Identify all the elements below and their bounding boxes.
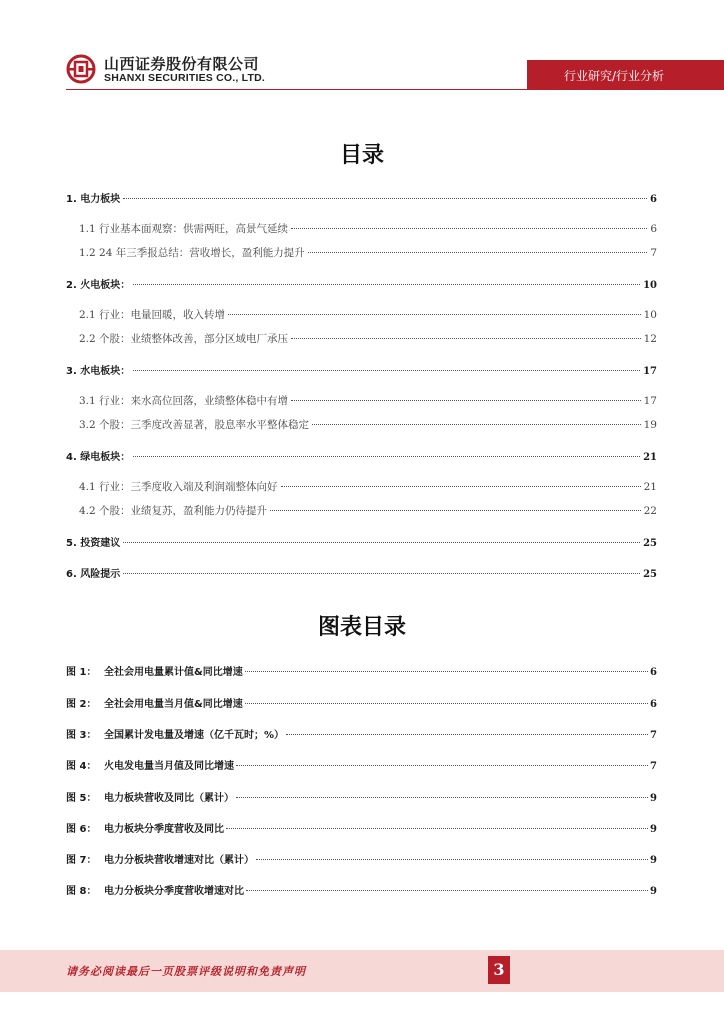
toc-entry[interactable] — [66, 276, 657, 291]
toc-entry-page: 21 — [643, 452, 657, 463]
dot-leader — [228, 314, 641, 315]
toc-entry[interactable] — [79, 503, 657, 518]
toc-entry-page: 21 — [643, 481, 657, 493]
category-banner — [527, 60, 724, 90]
toc-entry-page: 12 — [643, 333, 657, 345]
toc-entry[interactable] — [79, 245, 657, 260]
toc-entry-label: 2.2 个股：业绩整体改善，部分区域电厂承压 — [79, 333, 289, 345]
dot-leader — [236, 797, 648, 798]
figure-entry-number: 图 6： — [66, 824, 97, 835]
figure-entry[interactable] — [66, 820, 657, 835]
dot-leader — [256, 859, 648, 860]
toc-entry-page: 10 — [643, 309, 657, 321]
dot-leader — [245, 703, 648, 704]
toc-entry-label: 3.2 个股：三季度改善显著，股息率水平整体稳定 — [79, 419, 310, 431]
figure-entry-page: 9 — [650, 824, 657, 835]
figures-title: 图表目录 — [317, 615, 406, 640]
figure-entry-number: 图 4： — [66, 761, 97, 772]
page-footer — [0, 950, 724, 992]
company-logo-icon — [66, 54, 96, 84]
dot-leader — [312, 424, 641, 425]
figure-entry-label: 电力板块分季度营收及同比 — [104, 824, 224, 835]
toc-entry[interactable] — [79, 221, 657, 236]
dot-leader — [245, 671, 648, 672]
dot-leader — [133, 284, 640, 285]
dot-leader — [123, 573, 640, 574]
toc-entry-label: 2.1 行业：电量回暖，收入转增 — [79, 309, 226, 321]
toc-entry-label: 4. 绿电板块： — [66, 452, 131, 463]
toc-entry[interactable] — [66, 565, 657, 580]
dot-leader — [291, 228, 647, 229]
toc-entry[interactable] — [66, 362, 657, 377]
figure-entry[interactable] — [66, 882, 657, 897]
figure-entry-page: 9 — [650, 793, 657, 804]
toc-entry[interactable] — [79, 417, 657, 432]
toc-entry-page: 19 — [643, 419, 657, 431]
figure-entry-page: 9 — [650, 886, 657, 897]
header-divider — [66, 89, 724, 90]
toc-entry-page: 25 — [643, 538, 657, 549]
dot-leader — [123, 542, 640, 543]
toc-entry[interactable] — [66, 190, 657, 205]
dot-leader — [226, 828, 648, 829]
dot-leader — [281, 486, 641, 487]
figure-entry-label: 电力分板块分季度营收增速对比 — [104, 886, 244, 897]
figure-entry-page: 7 — [650, 730, 657, 741]
toc-entry-page: 7 — [650, 247, 657, 259]
toc-entry-label: 3. 水电板块： — [66, 366, 131, 377]
figure-entry-label: 电力板块营收及同比（累计） — [104, 793, 234, 804]
toc-entry-label: 1.2 24 年三季报总结：营收增长，盈利能力提升 — [79, 247, 305, 259]
figure-entry-page: 6 — [650, 667, 657, 678]
figure-entry-number: 图 1： — [66, 667, 97, 678]
toc-entry-label: 6. 风险提示 — [66, 569, 121, 580]
figure-entry-label: 火电发电量当月值及同比增速 — [104, 761, 234, 772]
disclaimer-notice: 请务必阅读最后一页股票评级说明和免责声明 — [66, 965, 306, 978]
toc-entry-label: 2. 火电板块： — [66, 280, 131, 291]
toc-title: 目录 — [339, 143, 384, 168]
figure-entry-page: 9 — [650, 855, 657, 866]
dot-leader — [246, 890, 648, 891]
dot-leader — [133, 456, 640, 457]
toc-entry[interactable] — [66, 448, 657, 463]
dot-leader — [291, 400, 641, 401]
figure-entry-label: 全国累计发电量及增速（亿千瓦时；%） — [104, 730, 285, 741]
toc-entry-page: 6 — [650, 223, 657, 235]
figure-entry[interactable] — [66, 789, 657, 804]
toc-entry[interactable] — [79, 479, 657, 494]
figure-entry[interactable] — [66, 757, 657, 772]
page-number: 3 — [488, 956, 510, 984]
toc-entry-label: 4.1 行业：三季度收入端及利润端整体向好 — [79, 481, 278, 493]
dot-leader — [291, 338, 641, 339]
toc-entry[interactable] — [79, 307, 657, 322]
figure-entry[interactable] — [66, 695, 657, 710]
toc-entry-label: 1. 电力板块 — [66, 194, 121, 205]
toc-entry-page: 25 — [643, 569, 657, 580]
figure-entry-number: 图 2： — [66, 699, 97, 710]
toc-entry-page: 22 — [643, 505, 657, 517]
toc-entry-label: 5. 投资建议 — [66, 538, 121, 549]
figure-entry[interactable] — [66, 663, 657, 678]
figure-entry[interactable] — [66, 851, 657, 866]
dot-leader — [308, 252, 648, 253]
dot-leader — [270, 510, 641, 511]
company-name-cn: 山西证券股份有限公司 — [104, 55, 260, 73]
figure-entry[interactable] — [66, 726, 657, 741]
dot-leader — [236, 765, 648, 766]
toc-entry[interactable] — [79, 331, 657, 346]
dot-leader — [123, 198, 647, 199]
figure-entry-page: 6 — [650, 699, 657, 710]
figure-entry-page: 7 — [650, 761, 657, 772]
page-header — [0, 0, 724, 100]
company-name-en: SHANXI SECURITIES CO., LTD. — [104, 72, 265, 84]
toc-entry-page: 17 — [643, 366, 657, 377]
figure-entry-number: 图 8： — [66, 886, 97, 897]
dot-leader — [286, 734, 648, 735]
toc-entry[interactable] — [66, 534, 657, 549]
category-label: 行业研究/行业分析 — [563, 69, 664, 83]
toc-entry-page: 17 — [643, 395, 657, 407]
toc-entry-page: 6 — [650, 194, 657, 205]
figure-entry-label: 全社会用电量累计值&同比增速 — [104, 667, 243, 678]
toc-entry-label: 4.2 个股：业绩复苏，盈利能力仍待提升 — [79, 505, 268, 517]
figure-entry-label: 全社会用电量当月值&同比增速 — [104, 699, 243, 710]
toc-entry-label: 3.1 行业：来水高位回落，业绩整体稳中有增 — [79, 395, 289, 407]
figure-entry-number: 图 3： — [66, 730, 97, 741]
toc-entry-page: 10 — [643, 280, 657, 291]
figure-entry-number: 图 7： — [66, 855, 97, 866]
dot-leader — [133, 370, 640, 371]
toc-entry[interactable] — [79, 393, 657, 408]
figure-entry-number: 图 5： — [66, 793, 97, 804]
toc-entry-label: 1.1 行业基本面观察：供需两旺，高景气延续 — [79, 223, 289, 235]
figure-entry-label: 电力分板块营收增速对比（累计） — [104, 855, 254, 866]
